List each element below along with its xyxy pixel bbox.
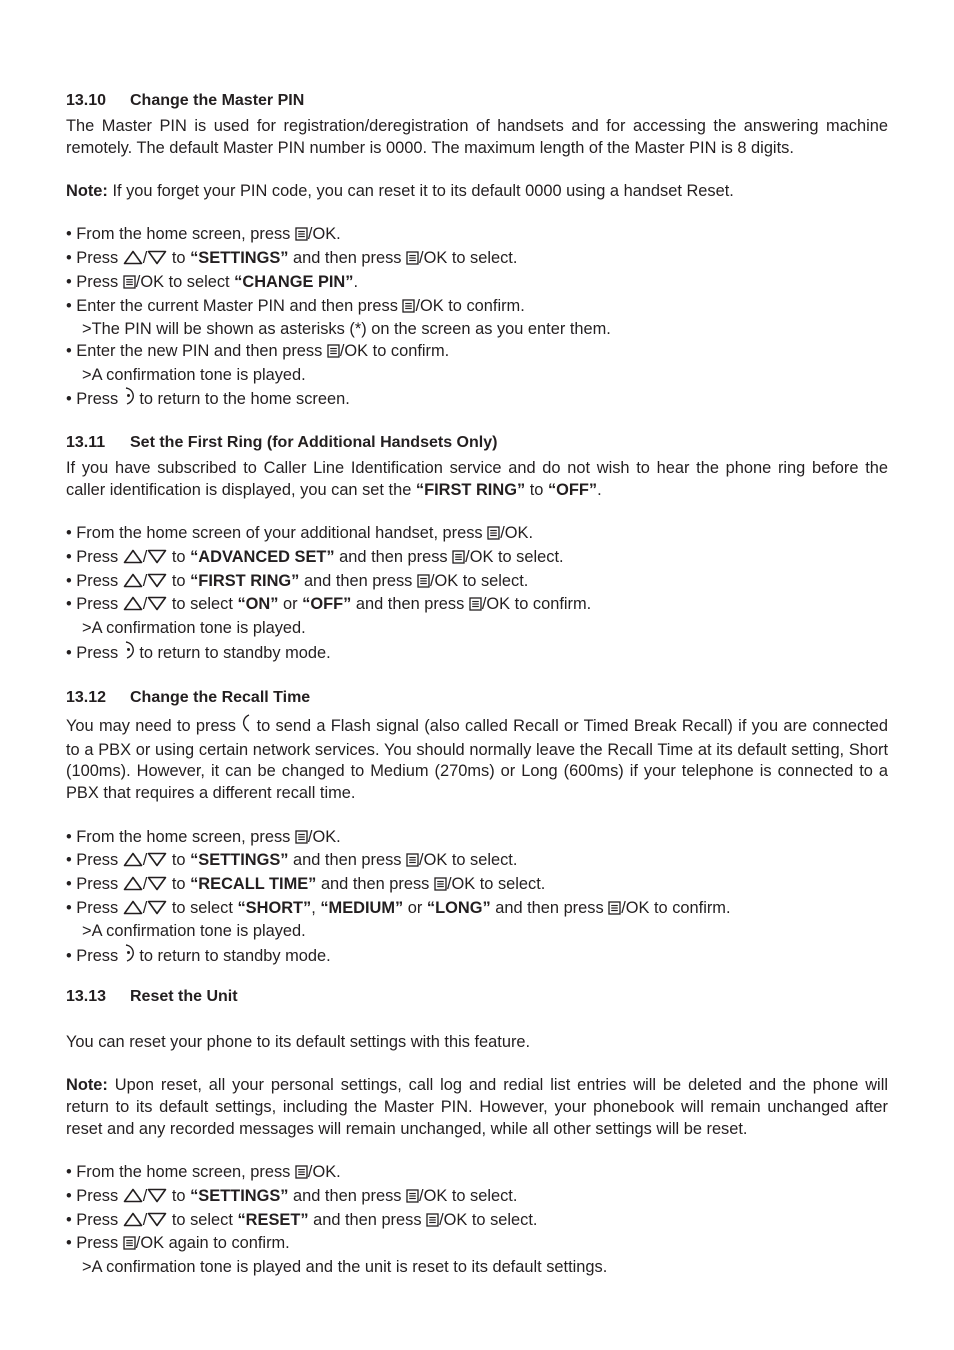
list-subitem: >A confirmation tone is played and the unit is reset to its default settings.: [82, 1258, 608, 1276]
list-item: • Press / to select “SHORT”, “MEDIUM” or “LONG” and then press /OK to confirm.: [66, 898, 888, 922]
section-intro: If you have subscribed to Caller Line Identification service and do not wish to hear the phone ring before the caller identification is displayed, you can set the “FIRST RING” to “OFF”.: [66, 459, 888, 499]
up-arrow-icon: [123, 852, 143, 874]
list-item: • Enter the new PIN and then press /OK to confirm.: [66, 341, 888, 365]
section-recall-time: [66, 688, 888, 970]
section-heading: 13.11 Set the First Ring (for Additional Handsets Only): [66, 434, 498, 451]
menu-ok-icon: [608, 900, 621, 922]
menu-ok-icon: [406, 1188, 419, 1210]
end-call-icon: [123, 640, 135, 667]
list-item: • Enter the current Master PIN and then press /OK to confirm.: [66, 296, 888, 320]
recall-icon: [241, 713, 251, 740]
list-item: • Press /OK to select “CHANGE PIN”.: [66, 272, 888, 296]
list-item: • From the home screen, press /OK.: [66, 224, 888, 248]
down-arrow-icon: [147, 852, 167, 874]
end-call-icon: [123, 943, 135, 970]
menu-ok-icon: [406, 250, 419, 272]
section-heading: 13.13 Reset the Unit: [66, 988, 238, 1005]
up-arrow-icon: [123, 250, 143, 272]
up-arrow-icon: [123, 1188, 143, 1210]
menu-ok-icon: [295, 226, 308, 248]
menu-ok-icon: [123, 274, 136, 296]
list-item: • From the home screen, press /OK.: [66, 827, 888, 851]
list-item: • Press / to select “ON” or “OFF” and then press /OK to confirm.: [66, 594, 888, 618]
down-arrow-icon: [147, 250, 167, 272]
up-arrow-icon: [123, 573, 143, 595]
menu-ok-icon: [434, 876, 447, 898]
list-item: • Press to return to the home screen.: [66, 386, 888, 413]
section-heading: 13.12 Change the Recall Time: [66, 689, 311, 706]
up-arrow-icon: [123, 900, 143, 922]
list-subitem: >A confirmation tone is played.: [82, 618, 306, 637]
down-arrow-icon: [147, 1188, 167, 1210]
menu-ok-icon: [406, 852, 419, 874]
up-arrow-icon: [123, 549, 143, 571]
list-item: • Press / to select “RESET” and then press /OK to select.: [66, 1210, 888, 1234]
down-arrow-icon: [147, 549, 167, 571]
menu-ok-icon: [295, 829, 308, 851]
menu-ok-icon: [295, 1164, 308, 1186]
menu-ok-icon: [487, 525, 500, 547]
list-subitem: >A confirmation tone is played.: [82, 922, 306, 941]
list-item: • Press /OK again to confirm.: [66, 1233, 888, 1257]
section-intro: You may need to press to send a Flash signal (also called Recall or Timed Break Recall) if you are connected to a PBX or using certain network services. You should normally leave the Recall Time at its default setting, Short (100ms). However, it can be changed to Medium (270ms) or Long (600ms) if your telephone is connected to a PBX that requires a different recall time.: [66, 713, 888, 805]
list-subitem: >A confirmation tone is played.: [82, 365, 306, 384]
list-item: • Press / to “RECALL TIME” and then press /OK to select.: [66, 874, 888, 898]
section-heading: 13.10 Change the Master PIN: [66, 92, 305, 109]
list-item: • Press / to “FIRST RING” and then press /OK to select.: [66, 571, 888, 595]
down-arrow-icon: [147, 596, 167, 618]
up-arrow-icon: [123, 876, 143, 898]
list-item: • Press to return to standby mode.: [66, 943, 888, 970]
section-reset-unit: [66, 987, 888, 1279]
menu-ok-icon: [327, 343, 340, 365]
list-item: • From the home screen, press /OK.: [66, 1162, 888, 1186]
up-arrow-icon: [123, 596, 143, 618]
note: Note: Upon reset, all your personal settings, call log and redial list entries will be deleted and the phone will return to its default settings, including the Master PIN. However, your phonebook will remain unchanged after reset and any recorded messages will remain unchanged, while all other settings will be reset.: [66, 1076, 888, 1138]
section-intro: You can reset your phone to its default settings with this feature.: [66, 1033, 531, 1051]
list-item: • Press / to “SETTINGS” and then press /OK to select.: [66, 850, 888, 874]
list-subitem: >The PIN will be shown as asterisks (*) on the screen as you enter them.: [82, 320, 611, 339]
menu-ok-icon: [402, 298, 415, 320]
list-item: • Press / to “SETTINGS” and then press /OK to select.: [66, 1186, 888, 1210]
menu-ok-icon: [452, 549, 465, 571]
up-arrow-icon: [123, 1212, 143, 1234]
section-change-master-pin: [66, 91, 888, 413]
menu-ok-icon: [469, 596, 482, 618]
end-call-icon: [123, 386, 135, 413]
section-intro: The Master PIN is used for registration/deregistration of handsets and for accessing the answering machine remotely. The default Master PIN number is 0000. The maximum length of the Master PIN is 8 digits.: [66, 117, 888, 157]
menu-ok-icon: [417, 573, 430, 595]
list-item: • Press / to “SETTINGS” and then press /OK to select.: [66, 248, 888, 272]
down-arrow-icon: [147, 1212, 167, 1234]
down-arrow-icon: [147, 573, 167, 595]
menu-ok-icon: [426, 1212, 439, 1234]
note: Note: If you forget your PIN code, you can reset it to its default 0000 using a handset Reset.: [66, 182, 734, 201]
list-item: • From the home screen of your additional handset, press /OK.: [66, 523, 888, 547]
down-arrow-icon: [147, 876, 167, 898]
list-item: • Press to return to standby mode.: [66, 640, 888, 667]
list-item: • Press / to “ADVANCED SET” and then press /OK to select.: [66, 547, 888, 571]
menu-ok-icon: [123, 1235, 136, 1257]
section-first-ring: [66, 433, 888, 666]
down-arrow-icon: [147, 900, 167, 922]
